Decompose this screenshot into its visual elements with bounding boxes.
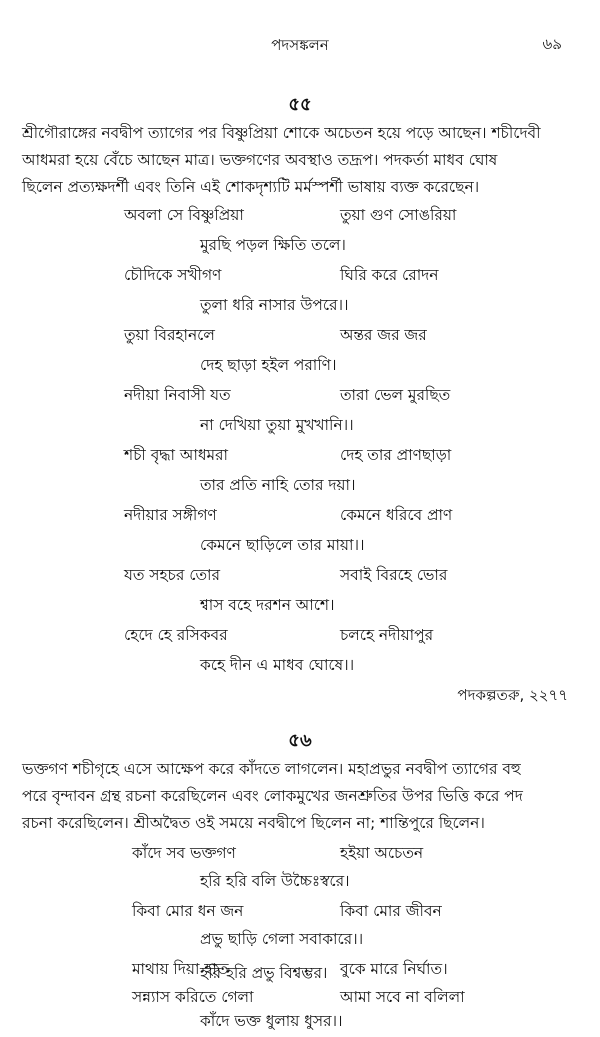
verse-refrain: হরি হরি প্রভু বিশ্বম্ভর।	[200, 964, 328, 982]
verse-refrain: কহে দীন এ মাধব ঘোষে।।	[200, 656, 355, 674]
verse-refrain: কাঁদে ভক্ত ধুলায় ধুসর।।	[200, 1012, 343, 1030]
poem-55-source: পদকল্পতরু, ২২৭৭	[457, 686, 568, 704]
intro-line: ছিলেন প্রত্যক্ষদর্শী এবং তিনি এই শোকদৃশ্যটি মর্মস্পর্শী ভাষায় ব্যক্ত করেছেন।	[22, 178, 480, 196]
verse-right: ঘিরি করে রোদন	[340, 266, 439, 284]
poem-55-intro	[22, 120, 582, 201]
verse-left: শচী বৃদ্ধা আধমরা	[124, 446, 228, 464]
poem-55-number: ৫৫	[288, 94, 312, 115]
verse-right: সবাই বিরহে ভোর	[340, 566, 448, 584]
verse-right: কেমনে ধরিবে প্রাণ	[340, 506, 453, 524]
verse-left: যত সহচর তোর	[124, 566, 220, 584]
verse-left: হেদে হে রসিকবর	[124, 626, 228, 644]
verse-right: কিবা মোর জীবন	[340, 902, 442, 920]
verse-refrain: কেমনে ছাড়িলে তার মায়া।।	[200, 536, 365, 554]
verse-left: কিবা মোর ধন জন	[132, 902, 244, 920]
verse-right: হইয়া অচেতন	[340, 844, 424, 862]
verse-refrain: তার প্রতি নাহি তোর দয়া।	[200, 476, 356, 494]
verse-left: মাথায় দিয়া হাত	[132, 960, 229, 978]
verse-right: বুকে মারে নির্ঘাত।	[340, 960, 448, 978]
verse-refrain: দেহ ছাড়া হইল পরাণি।	[200, 356, 337, 374]
poem-56-intro	[22, 756, 582, 837]
verse-left: অবলা সে বিষ্ণুপ্রিয়া	[124, 206, 244, 224]
verse-right: তারা ভেল মুরছিত	[340, 386, 451, 404]
intro-line: পরে বৃন্দাবন গ্রন্থ রচনা করেছিলেন এবং লোকমুখের জনশ্রুতির উপর ভিত্তি করে পদ	[22, 787, 523, 805]
verse-refrain: মুরছি পড়ল ক্ষিতি তলে।	[200, 236, 346, 254]
verse-refrain: না দেখিয়া তুয়া মুখখানি।।	[200, 416, 354, 434]
verse-left: তুয়া বিরহানলে	[124, 326, 215, 344]
verse-left: সন্ন্যাস করিতে গেলা	[132, 988, 254, 1006]
intro-line: ভক্তগণ শচীগৃহে এসে আক্ষেপ করে কাঁদতে লাগলেন। মহাপ্রভুর নবদ্বীপ ত্যাগের বহু	[22, 760, 521, 778]
verse-left: চৌদিকে সখীগণ	[124, 266, 222, 284]
verse-refrain: হরি হরি বলি উচ্চৈঃস্বরে।	[200, 872, 350, 890]
verse-refrain: তুলা ধরি নাসার উপরে।।	[200, 296, 349, 314]
poem-56-number: ৫৬	[288, 730, 312, 751]
intro-line: শ্রীগৌরাঙ্গের নবদ্বীপ ত্যাগের পর বিষ্ণুপ্রিয়া শোকে অচেতন হয়ে পড়ে আছেন। শচীদেবী	[22, 124, 541, 142]
verse-right: আমা সবে না বলিলা	[340, 988, 465, 1006]
verse-left: নদীয়া নিবাসী যত	[124, 386, 231, 404]
verse-refrain: শ্বাস বহে দরশন আশে।	[200, 596, 335, 614]
verse-right: অন্তর জর জর	[340, 326, 427, 344]
intro-line: রচনা করেছিলেন। শ্রীঅদ্বৈত ওই সময়ে নবদ্বীপে ছিলেন না; শান্তিপুরে ছিলেন।	[22, 814, 485, 832]
verse-right: দেহ তার প্রাণছাড়া	[340, 446, 452, 464]
page-header-title: পদসঙ্কলন	[271, 36, 329, 54]
verse-right: তুয়া গুণ সোঙরিয়া	[340, 206, 457, 224]
intro-line: আধমরা হয়ে বেঁচে আছেন মাত্র। ভক্তগণের অবস্থাও তদ্রূপ। পদকর্তা মাধব ঘোষ	[22, 151, 498, 169]
verse-right: চলহে নদীয়াপুর	[340, 626, 434, 644]
page-number: ৬৯	[542, 35, 562, 53]
verse-left: কাঁদে সব ভক্তগণ	[132, 844, 236, 862]
verse-left: নদীয়ার সঙ্গীগণ	[124, 506, 217, 524]
verse-refrain: প্রভু ছাড়ি গেলা সবাকারে।।	[200, 930, 364, 948]
